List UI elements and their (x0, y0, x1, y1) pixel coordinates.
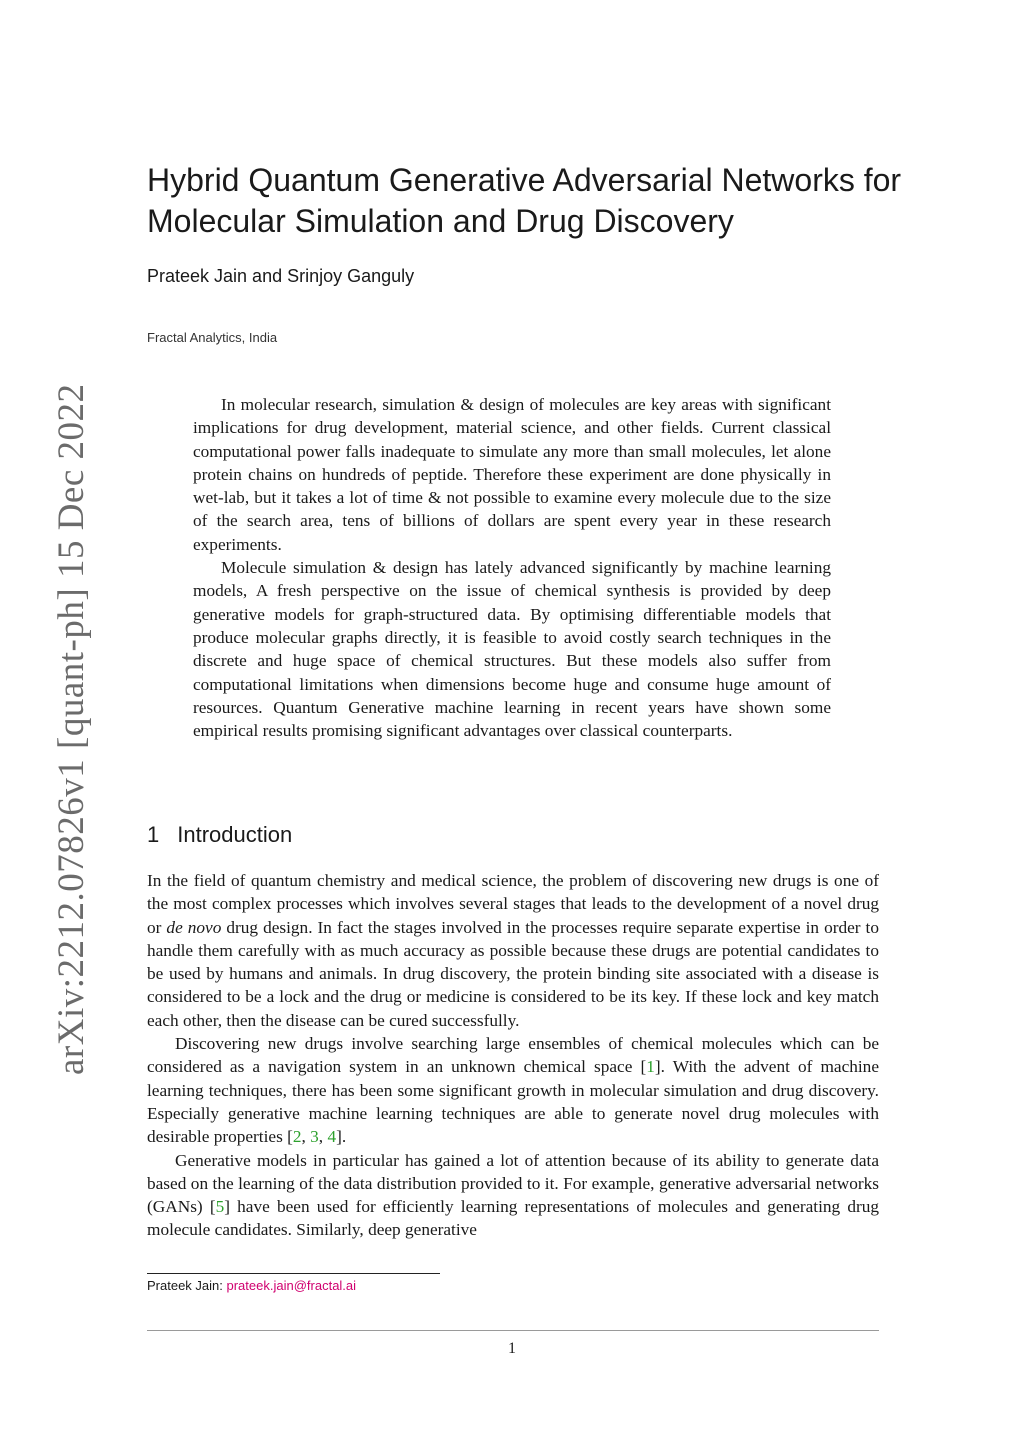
abstract (193, 393, 831, 742)
citation-link-1[interactable]: 1 (646, 1057, 655, 1077)
affiliation: Fractal Analytics, India (147, 330, 278, 345)
abstract-paragraph-1: In molecular research, simulation & design of molecules are key areas with significant implications for drug development, material science, and other fields. Current classical computational power falls inadequate to simulate any more than small molecules, let alone protein chains on hundreds of peptide. Therefore these experiment are done physically in wet-lab, but it takes a lot of time & not possible to examine every molecule due to the size of the search area, tens of billions of dollars are spent every year in these research experiments. (193, 395, 831, 554)
intro-paragraph-3: Generative models in particular has gained a lot of attention because of its ability to generate data based on the learning of the data distribution provided to it. For example, generative adversarial networks (GANs) [5] have been used for efficiently learning representations of molecules and generating drug molecule candidates. Similarly, deep generative (147, 1150, 880, 1240)
section-heading-introduction (147, 822, 292, 848)
section-number: 1 (147, 822, 160, 847)
intro-paragraph-1: In the field of quantum chemistry and medical science, the problem of discovering new drugs is one of the most complex processes which involves several stages that leads to the development of a novel drug or de novo drug design. In fact the stages involved in the processes require separate expertise in order to handle them carefully with as much accuracy as possible because these drugs are potential candidates to be used by humans and animals. In drug discovery, the protein binding site associated with a disease is considered to be a lock and the drug or medicine is considered to be its key. If these lock and key match each other, then the disease can be cured successfully. (147, 871, 879, 1030)
citation-link-5[interactable]: 5 (215, 1197, 225, 1217)
footnote-divider (147, 1273, 440, 1274)
arxiv-identifier: arXiv:2212.07826v1 [quant-ph] 15 Dec 2022 (51, 383, 92, 1075)
paper-title-line-1: Hybrid Quantum Generative Adversarial Networks for (147, 162, 902, 198)
footnote (147, 1278, 356, 1293)
page-footer-divider (147, 1330, 879, 1331)
paper-title-line-2: Molecular Simulation and Drug Discovery (147, 203, 734, 239)
introduction-body (147, 869, 879, 1242)
paper-title (147, 160, 907, 242)
footnote-label: Prateek Jain: (147, 1278, 227, 1293)
italic-term: de novo (166, 917, 222, 937)
citation-link-4[interactable]: 4 (327, 1127, 337, 1147)
page-number: 1 (508, 1340, 516, 1357)
abstract-paragraph-2: Molecule simulation & design has lately advanced significantly by machine learning models, A fresh perspective on the issue of chemical synthesis is provided by deep generative models for graph-structured data. By optimising differentiable models that produce molecular graphs directly, it is feasible to avoid costly search techniques in the discrete and huge space of chemical structures. But these models also suffer from computational limitations when dimensions become huge and consume huge amount of resources. Quantum Generative machine learning in recent years have shown some empirical results promising significant advantages over classical counterparts. (193, 558, 831, 741)
section-title: Introduction (177, 822, 293, 847)
author-list: Prateek Jain and Srinjoy Ganguly (147, 266, 415, 286)
citation-link-2[interactable]: 2 (292, 1127, 302, 1147)
author-email-link[interactable]: prateek.jain@fractal.ai (226, 1278, 357, 1293)
intro-paragraph-2: Discovering new drugs involve searching large ensembles of chemical molecules which can be considered as a navigation system in an unknown chemical space [1]. With the advent of machine learning techniques, there has been some significant growth in molecular simulation and drug discovery. Especially generative machine learning techniques are able to generate novel drug molecules with desirable properties [2, 3, 4]. (147, 1034, 879, 1147)
citation-link-3[interactable]: 3 (310, 1127, 319, 1147)
